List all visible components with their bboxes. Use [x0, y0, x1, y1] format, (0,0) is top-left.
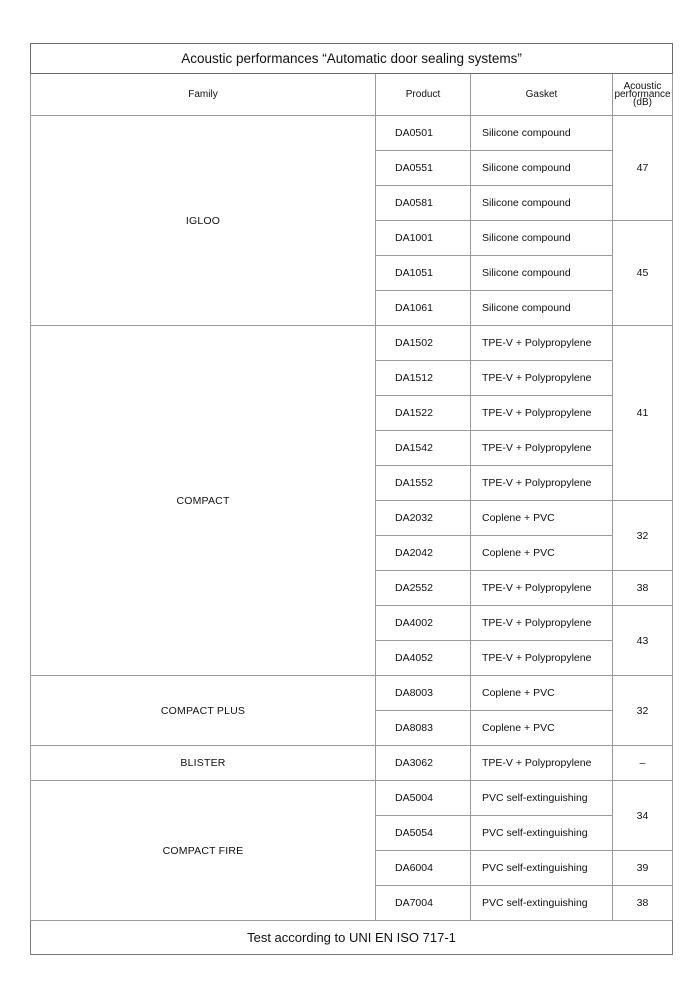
gasket-cell: Coplene + PVC: [471, 711, 613, 746]
gasket-cell: Silicone compound: [471, 151, 613, 186]
performance-cell: 47: [613, 116, 673, 221]
product-cell: DA4002: [376, 606, 471, 641]
performance-cell: 39: [613, 851, 673, 886]
acoustic-performance-sheet: [30, 43, 673, 955]
gasket-cell: TPE-V + Polypropylene: [471, 571, 613, 606]
product-cell: DA1001: [376, 221, 471, 256]
product-cell: DA2042: [376, 536, 471, 571]
gasket-cell: TPE-V + Polypropylene: [471, 606, 613, 641]
family-compact-fire: COMPACT FIRE: [31, 781, 376, 921]
family-igloo: IGLOO: [31, 116, 376, 326]
product-cell: DA1522: [376, 396, 471, 431]
product-cell: DA5004: [376, 781, 471, 816]
family-blister: BLISTER: [31, 746, 376, 781]
performance-cell: 43: [613, 606, 673, 676]
header-family: Family: [31, 74, 376, 116]
table-row: [31, 676, 673, 711]
gasket-cell: Coplene + PVC: [471, 501, 613, 536]
table-row: [31, 781, 673, 816]
gasket-cell: PVC self-extinguishing: [471, 886, 613, 921]
gasket-cell: TPE-V + Polypropylene: [471, 396, 613, 431]
table-title: Acoustic performances “Automatic door sealing systems”: [31, 44, 673, 74]
performance-cell: 38: [613, 886, 673, 921]
gasket-cell: Silicone compound: [471, 256, 613, 291]
product-cell: DA4052: [376, 641, 471, 676]
table-row: [31, 746, 673, 781]
product-cell: DA0501: [376, 116, 471, 151]
table-title-row: [31, 44, 673, 74]
gasket-cell: Silicone compound: [471, 186, 613, 221]
table-footer: Test according to UNI EN ISO 717-1: [31, 921, 673, 955]
performance-cell: 45: [613, 221, 673, 326]
product-cell: DA1061: [376, 291, 471, 326]
table-row: [31, 116, 673, 151]
product-cell: DA0581: [376, 186, 471, 221]
performance-cell: 32: [613, 501, 673, 571]
table-footer-row: [31, 921, 673, 955]
gasket-cell: Silicone compound: [471, 221, 613, 256]
performance-cell: 41: [613, 326, 673, 501]
product-cell: DA3062: [376, 746, 471, 781]
gasket-cell: Coplene + PVC: [471, 536, 613, 571]
gasket-cell: Silicone compound: [471, 291, 613, 326]
performance-cell: 32: [613, 676, 673, 746]
product-cell: DA1502: [376, 326, 471, 361]
header-acoustic-performance: Acoustic performance (dB): [613, 74, 673, 116]
performance-cell: 38: [613, 571, 673, 606]
product-cell: DA6004: [376, 851, 471, 886]
product-cell: DA2552: [376, 571, 471, 606]
gasket-cell: TPE-V + Polypropylene: [471, 641, 613, 676]
gasket-cell: PVC self-extinguishing: [471, 816, 613, 851]
product-cell: DA5054: [376, 816, 471, 851]
gasket-cell: TPE-V + Polypropylene: [471, 746, 613, 781]
acoustic-performance-table: [30, 43, 673, 955]
gasket-cell: PVC self-extinguishing: [471, 781, 613, 816]
product-cell: DA1512: [376, 361, 471, 396]
performance-cell: 34: [613, 781, 673, 851]
gasket-cell: Coplene + PVC: [471, 676, 613, 711]
header-product: Product: [376, 74, 471, 116]
gasket-cell: TPE-V + Polypropylene: [471, 361, 613, 396]
product-cell: DA8083: [376, 711, 471, 746]
product-cell: DA0551: [376, 151, 471, 186]
product-cell: DA8003: [376, 676, 471, 711]
gasket-cell: TPE-V + Polypropylene: [471, 326, 613, 361]
header-gasket: Gasket: [471, 74, 613, 116]
table-header-row: [31, 74, 673, 116]
product-cell: DA2032: [376, 501, 471, 536]
family-compact-plus: COMPACT PLUS: [31, 676, 376, 746]
gasket-cell: PVC self-extinguishing: [471, 851, 613, 886]
family-compact: COMPACT: [31, 326, 376, 676]
gasket-cell: TPE-V + Polypropylene: [471, 466, 613, 501]
gasket-cell: TPE-V + Polypropylene: [471, 431, 613, 466]
performance-cell: –: [613, 746, 673, 781]
product-cell: DA1552: [376, 466, 471, 501]
product-cell: DA1051: [376, 256, 471, 291]
product-cell: DA1542: [376, 431, 471, 466]
table-row: [31, 326, 673, 361]
gasket-cell: Silicone compound: [471, 116, 613, 151]
product-cell: DA7004: [376, 886, 471, 921]
